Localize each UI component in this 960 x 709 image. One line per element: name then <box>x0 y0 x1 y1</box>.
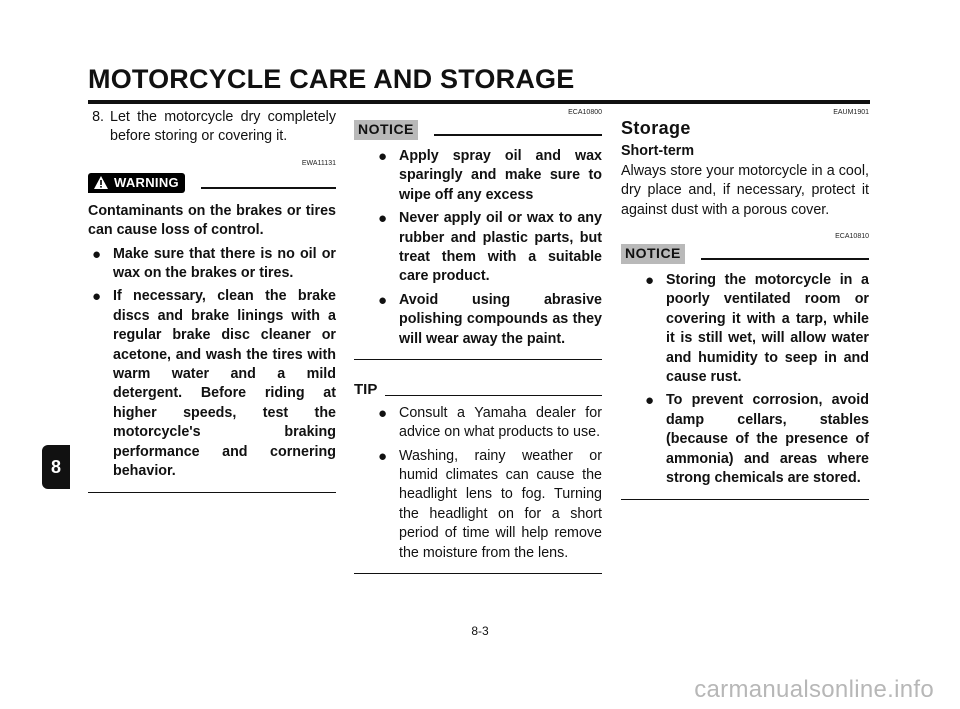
list-item <box>374 447 602 563</box>
watermark: carmanualsonline.info <box>694 676 934 703</box>
bullet-dot-icon: ● <box>645 272 655 290</box>
notice-code: ECA10810 <box>835 233 869 241</box>
bullet-dot-icon: ● <box>378 447 388 465</box>
list-item <box>88 245 336 284</box>
notice-end-rule <box>354 359 602 360</box>
list-item <box>88 287 336 481</box>
notice-bullet-2: Never apply oil or wax to any rubber and plastic parts, but treat them with a suitable care product. <box>399 210 602 285</box>
notice-list <box>354 147 602 349</box>
notice-bullet-1: Storing the motorcycle in a poorly ventilated room or covering it with a tarp, while it is still wet, will allow water and humidity to seep in and cause rust. <box>666 272 869 386</box>
warning-label: WARNING <box>114 175 179 191</box>
list-item <box>374 209 602 287</box>
header-rule <box>88 100 870 104</box>
warning-code: EWA11131 <box>301 159 336 167</box>
tip-bullet-1: Consult a Yamaha dealer for advice on what products to use. <box>399 404 602 441</box>
chapter-tab-label: 8 <box>50 456 61 477</box>
notice-header-rule <box>701 258 869 259</box>
notice-bullet-1: Apply spray oil and wax sparingly and make sure to wipe off any excess <box>399 148 602 203</box>
section-title: Storage <box>621 118 691 138</box>
column-left <box>88 108 336 493</box>
bullet-dot-icon: ● <box>378 404 388 422</box>
section-code: EAUM1901 <box>833 109 869 116</box>
notice-end-rule <box>621 499 869 500</box>
warning-lead: Contaminants on the brakes or tires can cause loss of control. <box>88 202 336 239</box>
list-item <box>374 147 602 205</box>
step-number: 8. <box>92 109 104 125</box>
warning-badge <box>88 173 185 193</box>
bullet-dot-icon: ● <box>378 291 388 309</box>
bullet-dot-icon: ● <box>378 148 388 165</box>
step-8 <box>88 108 336 147</box>
chapter-tab[interactable] <box>42 445 70 489</box>
list-item <box>374 404 602 443</box>
notice-badge: NOTICE <box>621 244 685 264</box>
bullet-dot-icon: ● <box>378 210 388 228</box>
column-right <box>621 108 869 500</box>
warning-bullet-2: If necessary, clean the brake discs and brake linings with a regular brake disc cleaner or acetone, and wash the tires with warm water and a mild detergent. Before riding at higher speeds, test the motorcycle's braking performance and cornering behavior. <box>113 288 336 480</box>
tip-list <box>354 404 602 563</box>
list-item <box>374 291 602 349</box>
page-header-title: MOTORCYCLE CARE AND STORAGE <box>88 64 575 94</box>
notice-header-rule <box>434 134 602 135</box>
notice-header <box>354 119 602 141</box>
notice-badge: NOTICE <box>354 120 418 140</box>
tip-bullet-2: Washing, rainy weather or humid climates can cause the headlight lens to fog. Turning the headlight on for a short period of time will help remove the moisture from the lens. <box>399 447 602 561</box>
bullet-dot-icon: ● <box>92 245 102 263</box>
list-item <box>641 271 869 387</box>
bullet-dot-icon: ● <box>645 392 655 410</box>
step-text: Let the motorcycle dry completely before storing or covering it. <box>110 109 336 145</box>
notice-code: ECA10800 <box>568 109 602 116</box>
tip-header-rule <box>385 395 602 396</box>
bullet-dot-icon: ● <box>92 288 102 306</box>
warning-end-rule <box>88 492 336 493</box>
warning-triangle-icon <box>94 176 108 189</box>
list-item <box>641 391 869 488</box>
notice-header <box>621 243 869 265</box>
notice-list <box>621 271 869 488</box>
column-middle <box>354 108 602 574</box>
warning-header <box>88 172 336 194</box>
tip-header <box>354 380 602 399</box>
storage-body: Always store your motorcycle in a cool, dry place and, if necessary, protect it against dust with a porous cover. <box>621 162 869 218</box>
warning-bullet-1: Make sure that there is no oil or wax on the brakes or tires. <box>113 245 336 282</box>
notice-bullet-2: To prevent corrosion, avoid damp cellars, stables (because of the presence of ammonia) and areas where strong chemicals are stored. <box>666 392 869 487</box>
warning-list <box>88 245 336 482</box>
warning-header-rule <box>201 187 336 188</box>
tip-end-rule <box>354 573 602 574</box>
page-number: 8-3 <box>471 624 489 638</box>
notice-bullet-3: Avoid using abrasive polishing compounds as they will wear away the paint. <box>399 291 602 347</box>
subsection-title: Short-term <box>621 143 695 160</box>
tip-label: TIP <box>354 381 378 399</box>
